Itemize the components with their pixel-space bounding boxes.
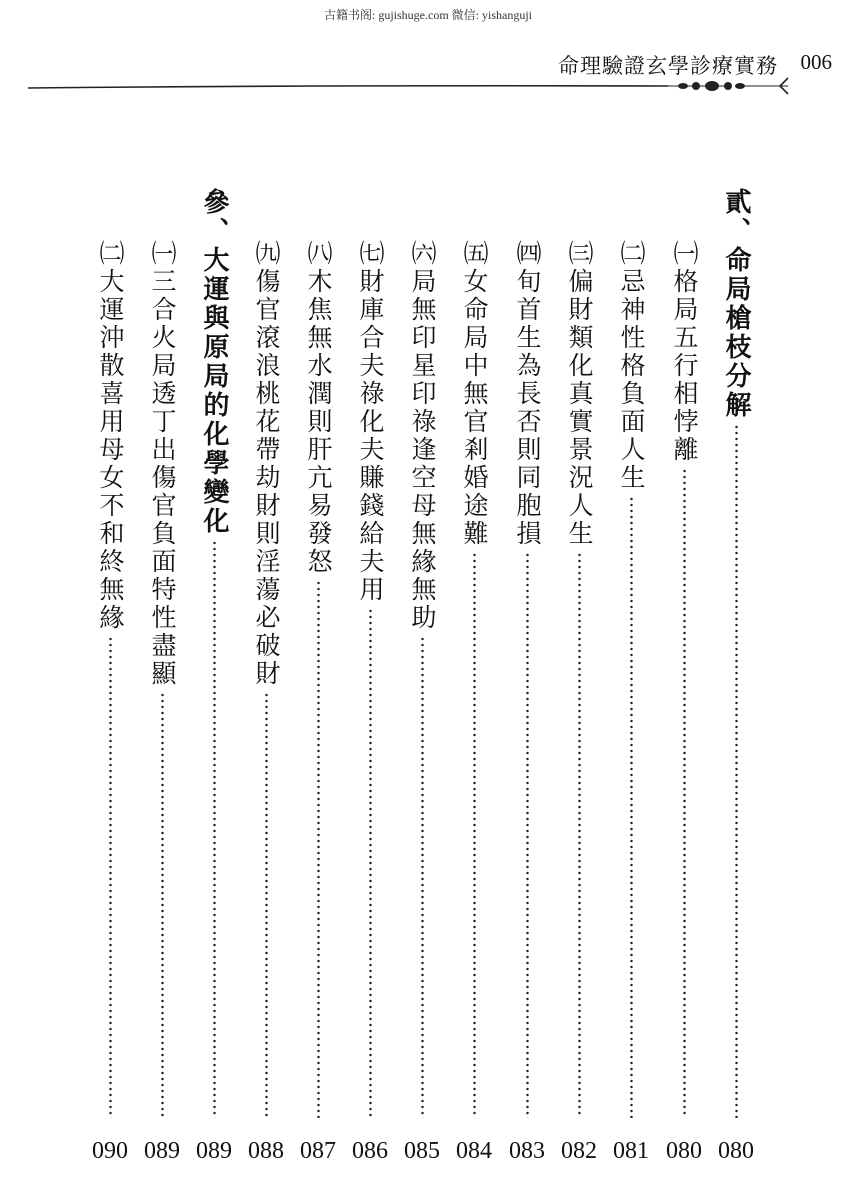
toc-entry[interactable] (613, 240, 649, 1118)
toc-entry-label: ㈢偏財類化真實景況人生 (565, 240, 594, 548)
toc-leader-dots (683, 468, 686, 1118)
toc-entry[interactable] (92, 240, 128, 1118)
toc-entry-label: ㈣旬首生為長否則同胞損 (513, 240, 542, 548)
toc-entry[interactable] (144, 240, 180, 1118)
toc-leader-dots (213, 540, 216, 1118)
toc-entry-label: ㈡大運沖散喜用母女不和終無緣 (96, 240, 125, 632)
toc-entry-label: ㈧木焦無水潤則肝亢易發怒 (304, 240, 333, 576)
toc-leader-dots (317, 580, 320, 1118)
toc-entry[interactable] (456, 240, 492, 1118)
toc-page-number: 081 (613, 1138, 649, 1164)
running-header-title: 命理驗證玄學診療實務 (558, 54, 778, 78)
toc-entry-label: ㈠三合火局透丁出傷官負面特性盡顯 (148, 240, 177, 688)
toc-entry[interactable] (666, 240, 702, 1118)
toc-leader-dots (109, 636, 112, 1118)
toc-entry[interactable] (248, 240, 284, 1118)
toc-entry-label: ㈤女命局中無官剎婚途難 (460, 240, 489, 548)
toc-page-number: 088 (248, 1138, 284, 1164)
toc-entry-label: ㈨傷官滾浪桃花帶劫財則淫蕩必破財 (252, 240, 281, 688)
toc-page-number: 086 (352, 1138, 388, 1164)
toc-entry[interactable] (404, 240, 440, 1118)
toc-entry-label: ㈡忌神性格負面人生 (617, 240, 646, 492)
toc-leader-dots (630, 496, 633, 1118)
toc-leader-dots (473, 552, 476, 1118)
toc-page-number: 085 (404, 1138, 440, 1164)
toc-leader-dots (161, 692, 164, 1118)
toc-entry[interactable] (352, 240, 388, 1118)
toc-entry[interactable] (561, 240, 597, 1118)
toc-leader-dots (421, 636, 424, 1118)
toc-entry[interactable] (509, 240, 545, 1118)
toc-entry-label: ㈦財庫合夫祿化夫賺錢給夫用 (356, 240, 385, 604)
toc-entry-label: ㈥局無印星印祿逢空母無緣無助 (408, 240, 437, 632)
toc-leader-dots (526, 552, 529, 1118)
running-header-page-number: 006 (800, 50, 832, 74)
toc-section-label: 貳、命局槍枝分解 (721, 188, 751, 420)
toc-entry-label: ㈠格局五行相悖離 (670, 240, 699, 464)
toc-page-number: 090 (92, 1138, 128, 1164)
toc-leader-dots (265, 692, 268, 1118)
toc-page-number: 087 (300, 1138, 336, 1164)
toc-section-2[interactable] (718, 188, 754, 1118)
toc-section-label: 參、大運與原局的化學變化 (199, 188, 229, 536)
toc-leader-dots (369, 608, 372, 1118)
toc-page-number: 082 (561, 1138, 597, 1164)
watermark-text: 古籍书阁: gujishuge.com 微信: yishanguji (324, 8, 532, 22)
toc-page-number: 084 (456, 1138, 492, 1164)
toc-page-number: 089 (144, 1138, 180, 1164)
toc-entry[interactable] (300, 240, 336, 1118)
toc-page-number: 083 (509, 1138, 545, 1164)
toc-leader-dots (578, 552, 581, 1118)
header-ornament-rule (28, 74, 798, 100)
toc-page-number: 080 (718, 1138, 754, 1164)
toc-section-3[interactable] (196, 188, 232, 1118)
toc-page-number: 080 (666, 1138, 702, 1164)
toc-page-number: 089 (196, 1138, 232, 1164)
toc-leader-dots (735, 424, 738, 1118)
